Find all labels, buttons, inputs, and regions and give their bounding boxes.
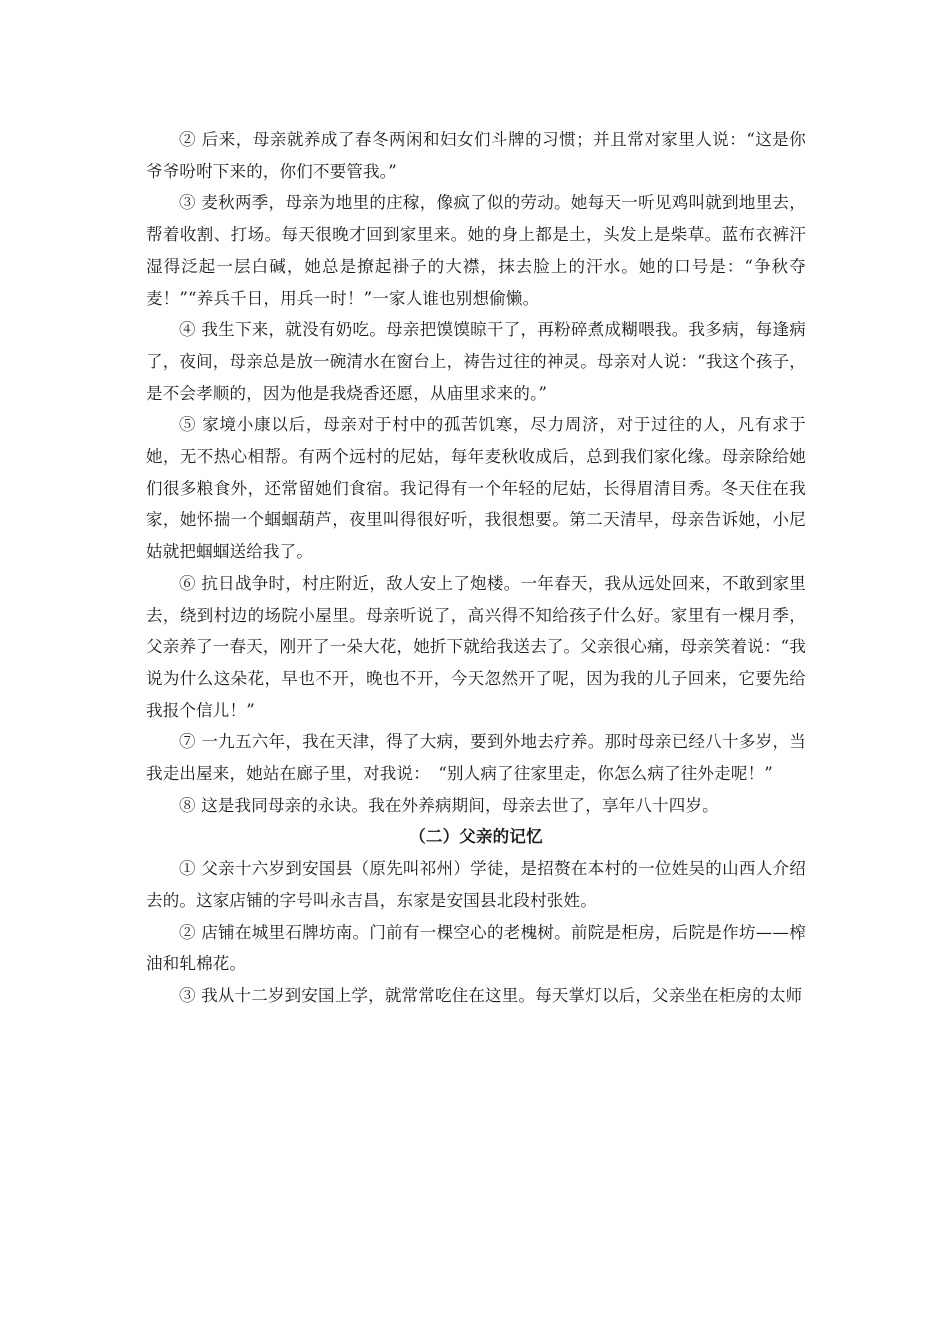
paragraph-mother-5: ⑤ 家境小康以后，母亲对于村中的孤苦饥寒，尽力周济，对于过往的人，凡有求于她，无不热心相帮。有两个远村的尼姑，每年麦秋收成后，总到我们家化缘。母亲除给她们很多粮食外，还常留她们食宿。我记得有一个年轻的尼姑，长得眉清目秀。冬天住在我家，她怀揣一个蝈蝈葫芦，夜里叫得很好听，我很想要。第二天清早，母亲告诉她，小尼姑就把蝈蝈送给我了。: [146, 415, 806, 562]
paragraph-mother-6: ⑥ 抗日战争时，村庄附近，敌人安上了炮楼。一年春天，我从远处回来，不敢到家里去，绕到村边的场院小屋里。母亲听说了，高兴得不知给孩子什么好。家里有一棵月季，父亲养了一春天，刚开了一朵大花，她折下就给我送去了。父亲很心痛，母亲笑着说：“我说为什么这朵花，早也不开，晚也不开，今天忽然开了呢，因为我的儿子回来，它要先给我报个信儿！”: [146, 573, 806, 720]
paragraph-father-1: ① 父亲十六岁到安国县（原先叫祁州）学徒，是招赘在本村的一位姓吴的山西人介绍去的。这家店铺的字号叫永吉昌，东家是安国县北段村张姓。: [146, 859, 806, 910]
paragraph-father-3: ③ 我从十二岁到安国上学，就常常吃住在这里。每天掌灯以后，父亲坐在柜房的太师: [179, 985, 803, 1005]
paragraph-mother-7: ⑦ 一九五六年，我在天津，得了大病，要到外地去疗养。那时母亲已经八十多岁，当我走出屋来，她站在廊子里，对我说： “别人病了往家里走，你怎么病了往外走呢！”: [146, 732, 806, 784]
paragraph-father-2: ② 店铺在城里石牌坊南。门前有一棵空心的老槐树。前院是柜房，后院是作坊——榨油和轧棉花。: [146, 922, 806, 974]
paragraph-mother-2: ② 后来，母亲就养成了春冬两闲和妇女们斗牌的习惯；并且常对家里人说：“这是你爷爷吩咐下来的，你们不要管我。”: [146, 130, 806, 181]
paragraph-mother-4: ④ 我生下来，就没有奶吃。母亲把馍馍晾干了，再粉碎煮成糊喂我。我多病，每逢病了，夜间，母亲总是放一碗清水在窗台上，祷告过往的神灵。母亲对人说：“我这个孩子，是不会孝顺的，因为他是我烧香还愿，从庙里求来的。”: [146, 320, 806, 403]
document-page: [146, 124, 806, 1012]
father-memory-section: [146, 821, 806, 1011]
mother-memory-section: [146, 124, 806, 821]
paragraph-mother-8: ⑧ 这是我同母亲的永诀。我在外养病期间，母亲去世了，享年八十四岁。: [179, 795, 719, 815]
section-heading-father: （二）父亲的记忆: [409, 827, 543, 847]
paragraph-mother-3: ③ 麦秋两季，母亲为地里的庄稼，像疯了似的劳动。她每天一听见鸡叫就到地里去，帮着收割、打场。每天很晚才回到家里来。她的身上都是土，头发上是柴草。蓝布衣裤汗湿得泛起一层白碱，她总是撩起褂子的大襟，抹去脸上的汗水。她的口号是：“争秋夺麦！”“养兵千日，用兵一时！”一家人谁也别想偷懒。: [146, 193, 806, 308]
